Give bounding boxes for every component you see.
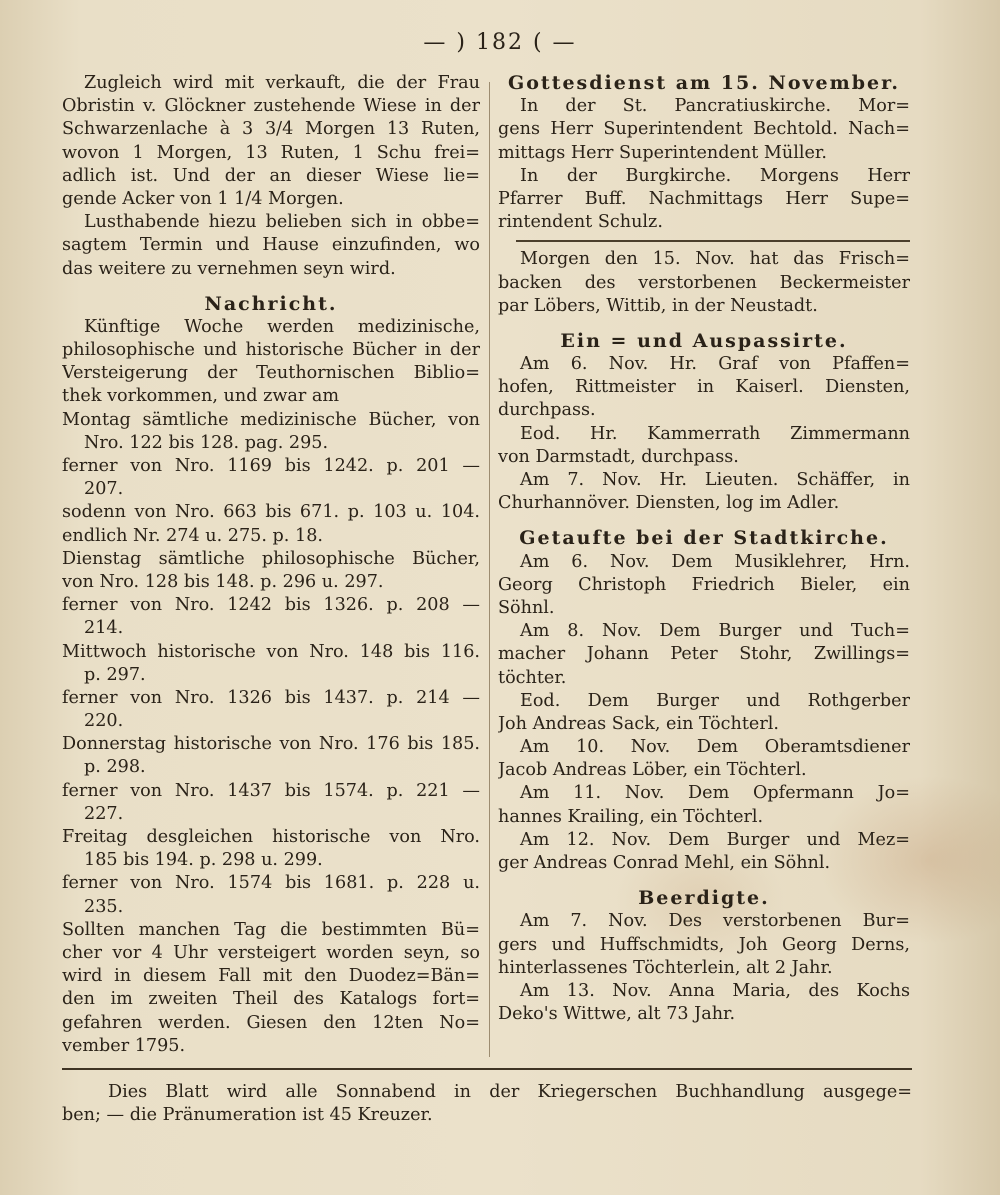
text-line: sagtem Termin und Hause einzufinden, wo (62, 235, 480, 256)
text-line: macher Johann Peter Stohr, Zwillings= (498, 644, 910, 665)
text-line: Am 7. Nov. Hr. Lieuten. Schäffer, in (520, 470, 910, 490)
text-line: Joh Andreas Sack, ein Töchterl. (498, 713, 779, 734)
text-line: gende Acker von 1 1/4 Morgen. (62, 188, 344, 209)
text-line: Am 6. Nov. Hr. Graf von Pfaffen= (520, 354, 910, 375)
text-line: Am 6. Nov. Dem Musiklehrer, Hrn. (520, 551, 910, 572)
text-line: gefahren werden. Giesen den 12ten No= (62, 1012, 480, 1033)
text-line: Künftige Woche werden medizinische, (84, 316, 480, 337)
text-line: endlich Nr. 274 u. 275. p. 18. (62, 525, 323, 546)
text-line: ferner von Nro. 1169 bis 1242. p. 201 — (62, 456, 480, 476)
footer-line: ben; — die Pränumeration ist 45 Kreuzer. (62, 1105, 433, 1126)
text-line: Morgen den 15. Nov. hat das Frisch= (520, 249, 910, 270)
text-line: philosophische und historische Bücher in der (62, 340, 480, 361)
text-line: p. 297. (84, 664, 146, 685)
text-line: hinterlassenes Töchterlein, alt 2 Jahr. (498, 957, 833, 978)
text-line: par Löbers, Wittib, in der Neustadt. (498, 295, 818, 316)
section-heading: Ein = und Auspassirte. (560, 329, 848, 352)
text-line: In der St. Pancratiuskirche. Mor= (520, 96, 910, 117)
text-line: das weitere zu vernehmen seyn wird. (62, 258, 396, 279)
text-line: Am 8. Nov. Dem Burger und Tuch= (520, 621, 910, 642)
text-line: thek vorkommen, und zwar am (62, 386, 340, 407)
footer-line: Dies Blatt wird alle Sonnabend in der Kriegerschen Buchhandlung ausgege= (108, 1082, 912, 1102)
text-line: 185 bis 194. p. 298 u. 299. (84, 850, 323, 871)
text-line: gens Herr Superintendent Bechtold. Nach= (498, 119, 910, 140)
text-line: Pfarrer Buff. Nachmittags Herr Supe= (498, 188, 910, 209)
text-line: adlich ist. Und der an dieser Wiese lie= (62, 165, 480, 186)
text-line: durchpass. (498, 400, 596, 421)
section-rule (516, 240, 910, 242)
right-column (498, 72, 910, 1026)
section-heading: Gottesdienst am 15. November. (508, 72, 900, 94)
spacer (498, 875, 910, 887)
text-line: 235. (84, 896, 124, 917)
page-number: — ) 182 ( — (423, 30, 577, 55)
text-line: Sollten manchen Tag die bestimmten Bü= (62, 919, 480, 940)
text-line: Zugleich wird mit verkauft, die der Frau (84, 73, 480, 93)
text-line: den im zweiten Theil des Katalogs fort= (62, 989, 480, 1010)
text-line: sodenn von Nro. 663 bis 671. p. 103 u. 104. (62, 502, 480, 523)
spacer (498, 515, 910, 527)
text-line: 214. (84, 618, 124, 639)
text-line: gers und Huffschmidts, Joh Georg Derns, (498, 934, 910, 955)
text-line: Jacob Andreas Löber, ein Töchterl. (498, 760, 807, 781)
text-line: 207. (84, 479, 124, 500)
footer (62, 1080, 912, 1126)
text-line: Mittwoch historische von Nro. 148 bis 116. (62, 641, 480, 662)
section-heading: Nachricht. (204, 292, 338, 315)
spacer (498, 318, 910, 330)
text-line: hofen, Rittmeister in Kaiserl. Diensten, (498, 377, 910, 398)
text-line: ferner von Nro. 1574 bis 1681. p. 228 u. (62, 873, 480, 894)
text-line: Am 10. Nov. Dem Oberamtsdiener (520, 737, 910, 758)
text-line: wird in diesem Fall mit den Duodez=Bän= (62, 966, 480, 987)
text-line: p. 298. (84, 757, 146, 778)
text-line: ferner von Nro. 1326 bis 1437. p. 214 — (62, 687, 480, 708)
text-line: töchter. (498, 667, 567, 688)
text-line: wovon 1 Morgen, 13 Ruten, 1 Schu frei= (62, 142, 480, 163)
text-line: von Nro. 128 bis 148. p. 296 u. 297. (62, 571, 384, 592)
left-column (62, 72, 480, 1058)
text-line: Eod. Dem Burger und Rothgerber (520, 690, 910, 711)
text-line: cher vor 4 Uhr versteigert worden seyn, so (62, 942, 480, 963)
text-line: hannes Krailing, ein Töchterl. (498, 806, 764, 827)
text-line: 227. (84, 803, 124, 824)
text-line: 220. (84, 711, 124, 732)
text-line: vember 1795. (62, 1035, 186, 1056)
spacer (62, 281, 480, 293)
text-line: Versteigerung der Teuthornischen Biblio= (62, 363, 480, 384)
text-line: Obristin v. Glöckner zustehende Wiese in der (62, 96, 480, 117)
text-line: Churhannöver. Diensten, log im Adler. (498, 493, 840, 514)
text-line: ferner von Nro. 1242 bis 1326. p. 208 — (62, 595, 480, 616)
text-line: Deko's Wittwe, alt 73 Jahr. (498, 1004, 736, 1025)
column-divider (489, 82, 490, 1057)
text-line: Donnerstag historische von Nro. 176 bis 185. (62, 734, 480, 755)
text-line: Am 12. Nov. Dem Burger und Mez= (520, 829, 910, 850)
text-line: Am 13. Nov. Anna Maria, des Kochs (520, 980, 910, 1001)
text-line: Montag sämtliche medizinische Bücher, von (62, 409, 480, 430)
text-line: ger Andreas Conrad Mehl, ein Söhnl. (498, 853, 831, 873)
text-line: Eod. Hr. Kammerrath Zimmermann (520, 423, 910, 444)
text-line: Lusthabende hiezu belieben sich in obbe= (84, 212, 480, 233)
text-line: In der Burgkirche. Morgens Herr (520, 165, 910, 186)
text-line: backen des verstorbenen Beckermeister (498, 272, 910, 293)
text-line: mittags Herr Superintendent Müller. (498, 142, 827, 163)
text-line: von Darmstadt, durchpass. (498, 446, 739, 467)
text-line: Dienstag sämtliche philosophische Bücher, (62, 548, 480, 569)
text-line: rintendent Schulz. (498, 212, 663, 233)
text-line: Söhnl. (498, 597, 555, 618)
text-line: Nro. 122 bis 128. pag. 295. (84, 432, 329, 453)
text-line: ferner von Nro. 1437 bis 1574. p. 221 — (62, 780, 480, 801)
text-line: Am 7. Nov. Des verstorbenen Bur= (520, 911, 910, 932)
text-line: Schwarzenlache à 3 3/4 Morgen 13 Ruten, (62, 119, 480, 140)
section-heading: Beerdigte. (638, 887, 770, 910)
text-line: Freitag desgleichen historische von Nro. (62, 827, 480, 847)
text-line: Georg Christoph Friedrich Bieler, ein (498, 574, 910, 595)
text-line: Am 11. Nov. Dem Opfermann Jo= (520, 783, 910, 804)
footer-rule (62, 1068, 912, 1070)
section-heading: Getaufte bei der Stadtkirche. (519, 527, 889, 550)
